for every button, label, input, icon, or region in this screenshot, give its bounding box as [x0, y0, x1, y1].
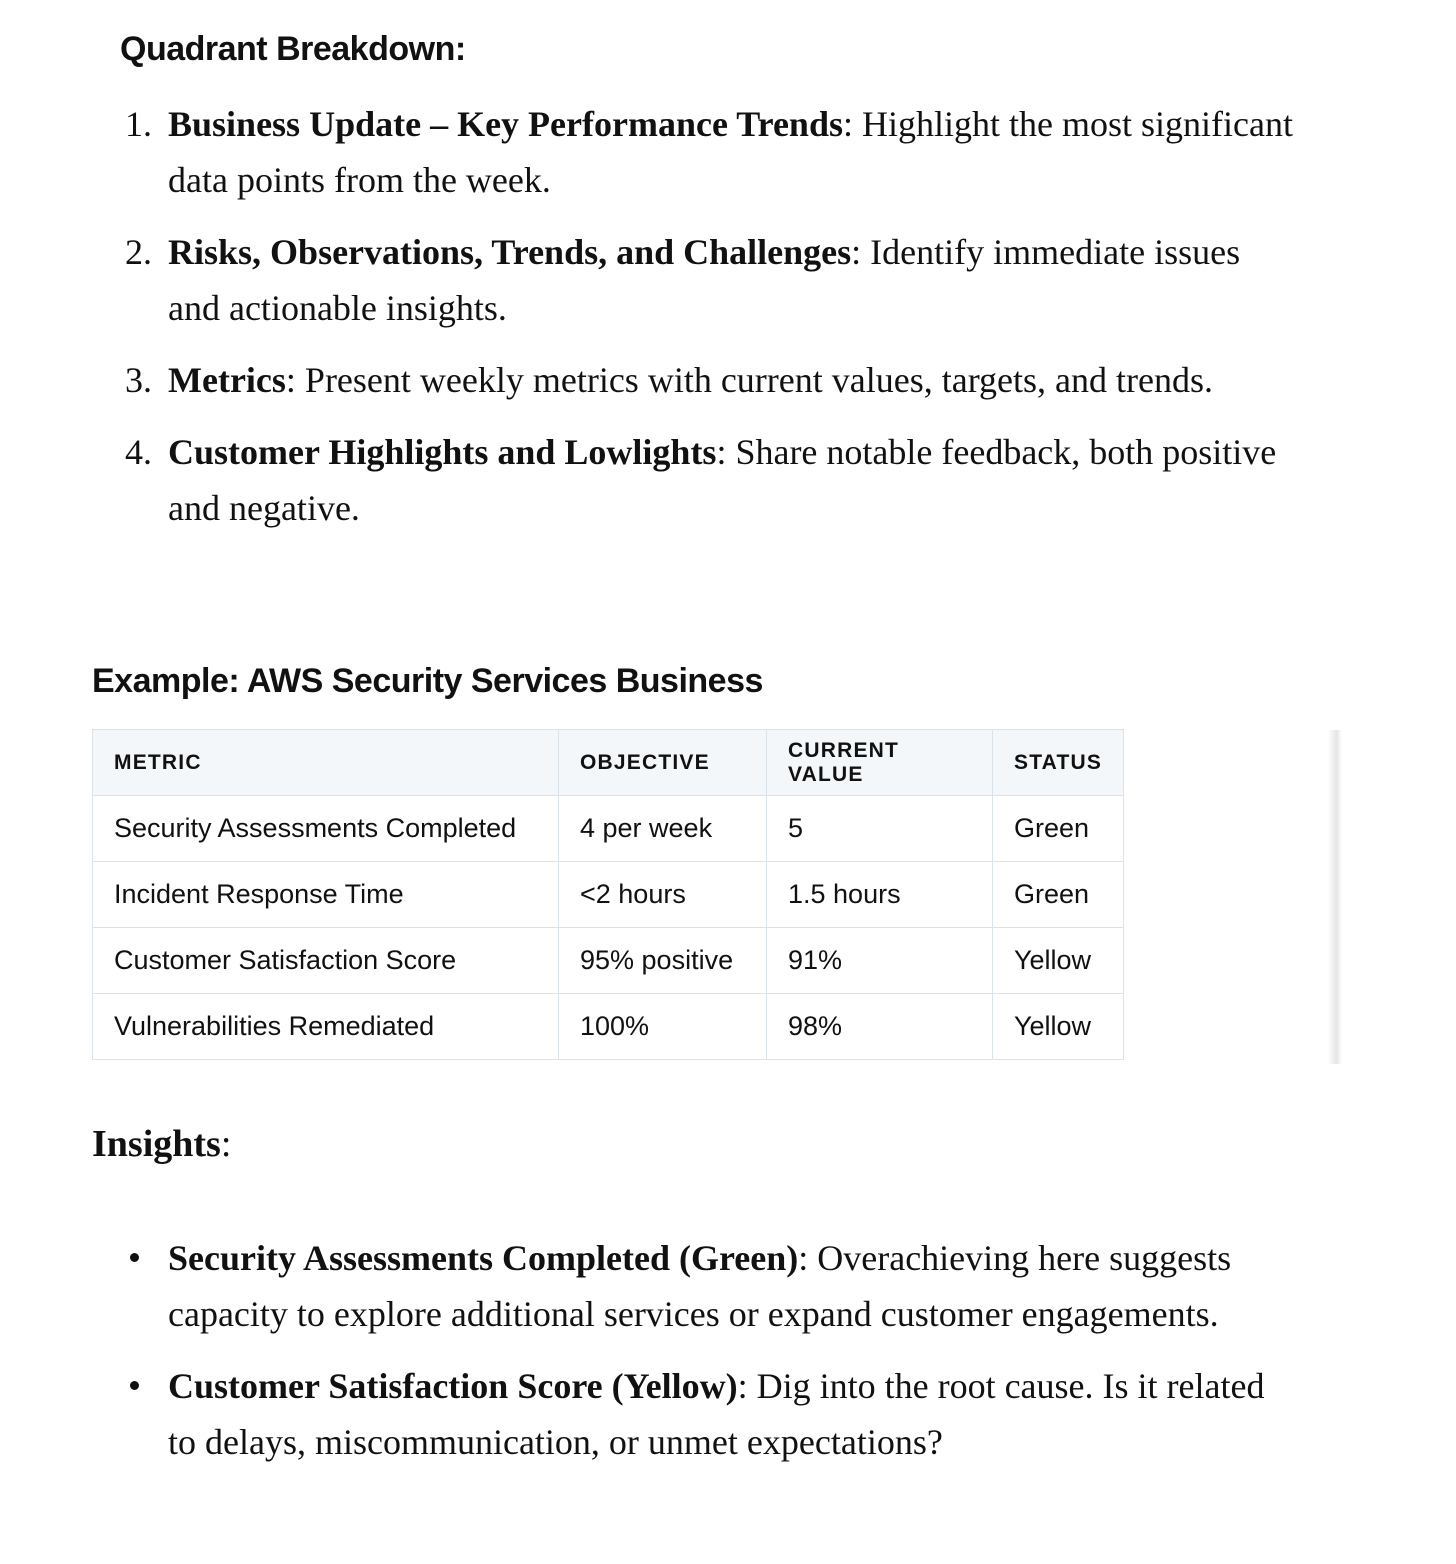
insights-heading-label: Insights [92, 1123, 221, 1165]
scroll-shadow-edge [1328, 730, 1342, 1064]
list-item-title: Security Assessments Completed (Green) [168, 1238, 799, 1278]
insights-heading [92, 1122, 231, 1166]
table-row [93, 928, 1124, 994]
cell-metric: Vulnerabilities Remediated [93, 994, 559, 1060]
cell-status: Yellow [993, 994, 1124, 1060]
list-item [120, 424, 1300, 536]
cell-current-value: 91% [767, 928, 993, 994]
cell-objective: 100% [559, 994, 767, 1060]
list-number: 2. [125, 232, 152, 272]
list-item-text: : Overachieving here suggests capacity to explore additional services or expand customer engagements. [168, 1238, 1232, 1334]
cell-current-value: 98% [767, 994, 993, 1060]
list-item [120, 1358, 1300, 1470]
insights-list [120, 1230, 1300, 1486]
table-row [93, 862, 1124, 928]
table-header-row [93, 730, 1124, 796]
cell-metric: Incident Response Time [93, 862, 559, 928]
quadrant-list [120, 96, 1300, 552]
cell-status: Green [993, 796, 1124, 862]
cell-objective: <2 hours [559, 862, 767, 928]
list-item-title: Business Update – Key Performance Trends [168, 104, 843, 144]
list-item [120, 224, 1300, 336]
list-item-text: : Share notable feedback, both positive and negative. [168, 432, 1277, 528]
list-item-title: Metrics [168, 360, 286, 400]
list-item-title: Risks, Observations, Trends, and Challenges [168, 232, 852, 272]
cell-status: Green [993, 862, 1124, 928]
cell-current-value: 1.5 hours [767, 862, 993, 928]
list-item-text: : Identify immediate issues and actionable insights. [168, 232, 1241, 328]
table-row [93, 994, 1124, 1060]
list-item [120, 1230, 1300, 1342]
list-item [120, 352, 1300, 408]
bullet-icon [130, 1381, 139, 1390]
cell-metric: Security Assessments Completed [93, 796, 559, 862]
list-number: 1. [125, 104, 152, 144]
column-header-metric: METRIC [93, 730, 559, 796]
list-item-text: : Dig into the root cause. Is it related to delays, miscommunication, or unmet expectations? [168, 1366, 1265, 1462]
metrics-table [92, 729, 1124, 1060]
list-number: 4. [125, 432, 152, 472]
column-header-status: STATUS [993, 730, 1124, 796]
bullet-icon [130, 1253, 139, 1262]
table-row [93, 796, 1124, 862]
list-number: 3. [125, 360, 152, 400]
cell-current-value: 5 [767, 796, 993, 862]
list-item-title: Customer Satisfaction Score (Yellow) [168, 1366, 738, 1406]
column-header-current-value: CURRENT VALUE [767, 730, 993, 796]
list-item [120, 96, 1300, 208]
cell-objective: 95% positive [559, 928, 767, 994]
cell-objective: 4 per week [559, 796, 767, 862]
insights-heading-colon: : [220, 1123, 232, 1165]
list-item-text: : Present weekly metrics with current values, targets, and trends. [285, 360, 1213, 400]
column-header-objective: OBJECTIVE [559, 730, 767, 796]
cell-metric: Customer Satisfaction Score [93, 928, 559, 994]
list-item-text: : Highlight the most significant data points from the week. [168, 104, 1293, 200]
list-item-title: Customer Highlights and Lowlights [168, 432, 717, 472]
quadrant-breakdown-heading: Quadrant Breakdown: [120, 30, 466, 68]
cell-status: Yellow [993, 928, 1124, 994]
example-heading: Example: AWS Security Services Business [92, 662, 763, 700]
